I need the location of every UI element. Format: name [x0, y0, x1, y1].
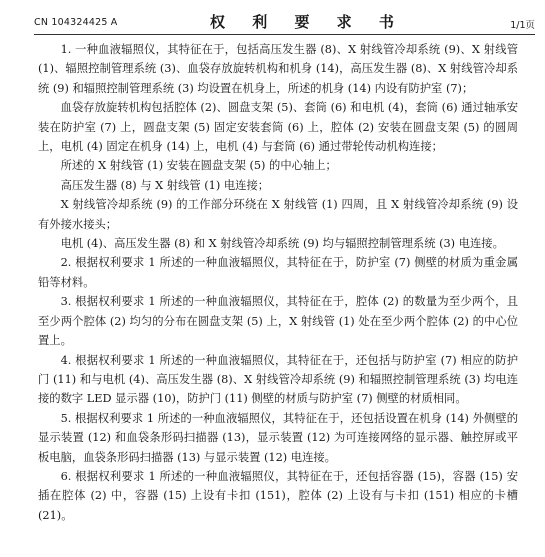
- claim-4: 4. 根据权利要求 1 所述的一种血液辐照仪，其特征在于，还包括与防护室 (7) 相应的防护门 (11) 和与电机 (4)、高压发生器 (8)、X 射线管冷却系统 (9) 和辐照控制管理系统 (3) 均电连接的数字 LED 显示器 (10)，防护门 (11) 侧壁的材质与防护室 (7) 侧壁的材质相同。: [38, 353, 518, 406]
- page-header: [34, 11, 535, 33]
- claim-1-generator: 高压发生器 (8) 与 X 射线管 (1) 电连接；: [60, 178, 270, 192]
- claim-5: 5. 根据权利要求 1 所述的一种血液辐照仪，其特征在于，还包括设置在机身 (14) 外侧壁的显示装置 (12) 和血袋条形码扫描器 (13)，显示装置 (12) 为可连接网络的显示器、触控屏或平板电脑，血袋条形码扫描器 (13) 与显示装置 (12) 电连接。: [38, 411, 518, 464]
- claim-1-rotation-mechanism: 血袋存放旋转机构包括腔体 (2)、圆盘支架 (5)、套筒 (6) 和电机 (4)，套筒 (6) 通过轴承安装在防护室 (7) 上，圆盘支架 (5) 固定安装套筒 (6) 上，腔体 (2) 安装在圆盘支架 (5) 的圆周上，电机 (4) 固定在机身 (14) 上，电机 (4) 与套筒 (6) 通过带轮传动机构连接；: [38, 101, 518, 154]
- header-divider: [34, 34, 535, 35]
- claim-1-cooling: X 射线管冷却系统 (9) 的工作部分环绕在 X 射线管 (1) 四周，且 X 射线管冷却系统 (9) 设有外接水接头；: [38, 198, 518, 231]
- claim-2: 2. 根据权利要求 1 所述的一种血液辐照仪，其特征在于，防护室 (7) 侧壁的材质为重金属铅等材料。: [38, 256, 518, 289]
- claim-6: 6. 根据权利要求 1 所述的一种血液辐照仪，其特征在于，还包括容器 (15)，容器 (15) 安插在腔体 (2) 中，容器 (15) 上设有卡扣 (151)，腔体 (2) 上设有与卡扣 (151) 相应的卡槽 (21)。: [38, 469, 518, 522]
- claim-1-xray-tube: 所述的 X 射线管 (1) 安装在圆盘支架 (5) 的中心轴上；: [60, 159, 337, 173]
- claim-1-connections: 电机 (4)、高压发生器 (8) 和 X 射线管冷却系统 (9) 均与辐照控制管理系统 (3) 电连接。: [60, 237, 504, 251]
- page-title: 权 利 要 求 书: [210, 13, 405, 31]
- publication-number: CN 104324425 A: [34, 17, 118, 28]
- claim-3: 3. 根据权利要求 1 所述的一种血液辐照仪，其特征在于，腔体 (2) 的数量为至少两个，且至少两个腔体 (2) 均匀的分布在圆盘支架 (5) 上，X 射线管 (1) 处在至少两个腔体 (2) 的中心位置上。: [38, 295, 518, 348]
- claims-body: [38, 40, 518, 525]
- claim-1-intro: 1. 一种血液辐照仪，其特征在于，包括高压发生器 (8)、X 射线管冷却系统 (9)、X 射线管 (1)、辐照控制管理系统 (3)、血袋存放旋转机构和机身 (14)，高压发生器 (8)、X 射线管冷却系统 (9) 和辐照控制管理系统 (3) 均设置在机身上，所述的机身 (14) 内设有防护室 (7)；: [38, 43, 518, 95]
- page-number: 1/1页: [510, 20, 535, 31]
